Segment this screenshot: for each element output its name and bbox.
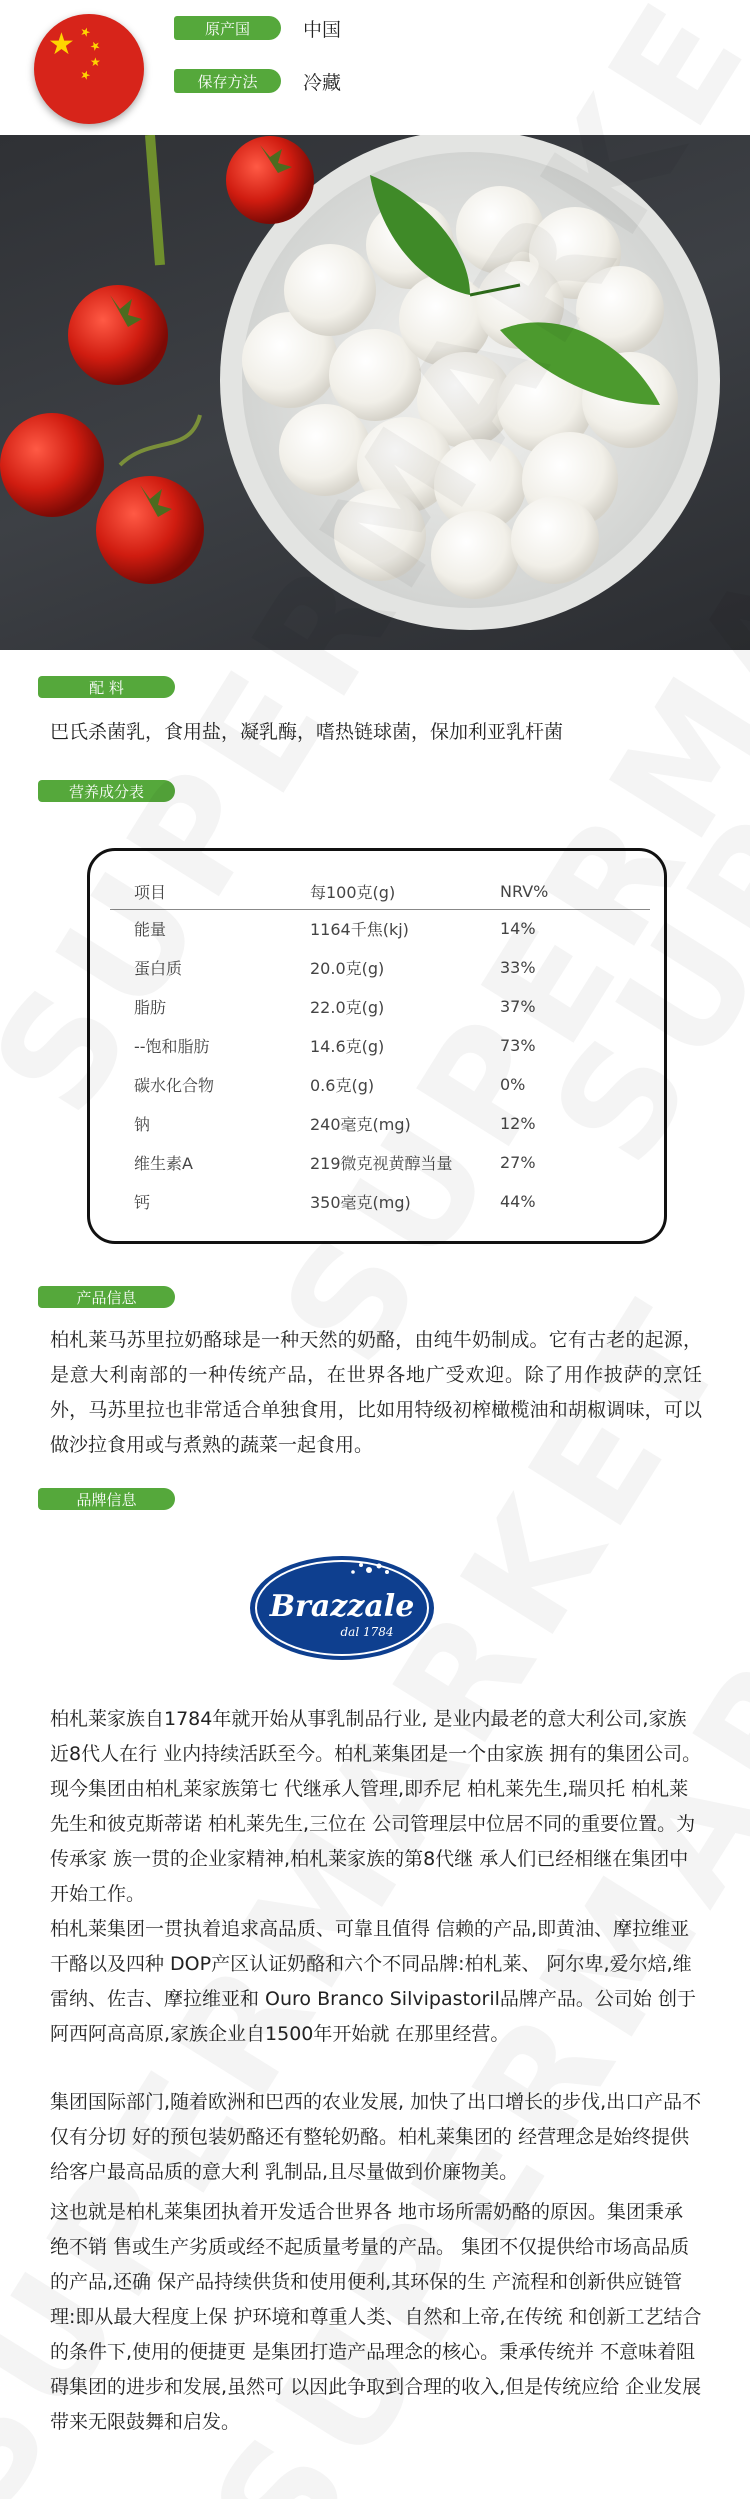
- nutrition-table: [110, 875, 650, 1221]
- nutrition-label: 营养成分表: [38, 780, 175, 802]
- row-per100: 1164千焦(kj): [310, 920, 409, 940]
- table-row: [110, 1104, 650, 1143]
- row-nrv: 12%: [500, 1114, 536, 1133]
- table-row: [110, 1182, 650, 1221]
- storage-row: [174, 66, 341, 96]
- col-header-nrv: NRV%: [500, 875, 650, 909]
- row-per100: 14.6克(g): [310, 1037, 385, 1056]
- storage-value: 冷藏: [303, 71, 342, 94]
- row-item: 蛋白质: [134, 959, 183, 978]
- brazzale-logo: [249, 1548, 435, 1664]
- product-info-text: 柏札莱马苏里拉奶酪球是一种天然的奶酪，由纯牛奶制成。它有古老的起源，是意大利南部的一种传统产品，在世界各地广受欢迎。除了用作披萨的烹饪外，马苏里拉也非常适合单独食用，比如用特级初榨橄榄油和胡椒调味，可以做沙拉食用或与煮熟的蔬菜一起食用。: [50, 1329, 702, 1456]
- col-header-item: 项目: [110, 875, 310, 909]
- row-item: 钙: [134, 1193, 151, 1212]
- row-item: 维生素A: [134, 1154, 193, 1173]
- nutrition-table-card: [87, 848, 667, 1244]
- row-nrv: 37%: [500, 997, 536, 1016]
- brand-paragraph-4: 这也就是柏札莱集团执着开发适合世界各 地市场所需奶酪的原因。集团秉承绝不销 售或生产劣质或经不起质量考量的产品。 集团不仅提供给市场高品质的产品,还确 保产品持续供货和使用便利,其环保的生 产流程和创新供应链管理:即从最大程度上保 护环境和尊重人类、自然和上帝,在传统 和创新工艺结合的条件下,使用的便捷更 是集团打造产品理念的核心。秉承传统并 不意味着阻碍集团的进步和发展,虽然可 以因此争取到合理的收入,但是传统应给 企业发展带来无限鼓舞和启发。: [50, 2201, 702, 2433]
- row-item: --饱和脂肪: [134, 1037, 210, 1056]
- product-info-label: 产品信息: [38, 1286, 175, 1308]
- row-item: 能量: [134, 920, 167, 940]
- brand-info-label: 品牌信息: [38, 1488, 175, 1510]
- storage-label: 保存方法: [174, 69, 281, 93]
- brand-paragraph-1: 柏札莱家族自1784年就开始从事乳制品行业, 是业内最老的意大利公司,家族近8代人在行 业内持续活跃至今。柏札莱集团是一个由家族 拥有的集团公司。现今集团由柏札莱家族第七 代继承人管理,即乔尼 柏札莱先生,瑞贝托 柏札莱先生和彼克斯蒂诺 柏札莱先生,三位在 公司管理层中位居不同的重要位置。为传承家 族一贯的企业家精神,柏札莱家族的第8代继 承人们已经相继在集团中开始工作。: [50, 1708, 702, 1905]
- row-per100: 20.0克(g): [310, 959, 385, 978]
- origin-label: 原产国: [174, 16, 281, 40]
- table-row: [110, 1026, 650, 1065]
- product-header: [0, 0, 750, 135]
- china-flag-icon: ★ ★ ★ ★ ★: [34, 14, 144, 124]
- table-row: [110, 1065, 650, 1104]
- row-per100: 219微克视黄醇当量: [310, 1154, 453, 1173]
- row-item: 脂肪: [134, 998, 167, 1017]
- svg-text:dal 1784: dal 1784: [340, 1625, 394, 1639]
- row-nrv: 33%: [500, 958, 536, 977]
- ingredients-label: 配 料: [38, 676, 175, 698]
- table-row: [110, 948, 650, 987]
- ingredients-text: 巴氏杀菌乳，食用盐，凝乳酶，嗜热链球菌，保加利亚乳杆菌: [50, 721, 564, 743]
- svg-text:Brazzale: Brazzale: [269, 1589, 415, 1624]
- origin-row: [174, 13, 341, 43]
- origin-value: 中国: [303, 18, 342, 41]
- table-row: [110, 987, 650, 1026]
- brand-paragraph-2: 柏札莱集团一贯执着追求高品质、可靠且值得 信赖的产品,即黄油、摩拉维亚干酪以及四种 DOP产区认证奶酪和六个不同品牌:柏札莱、 阿尔卑,爱尔焙,维雷纳、佐吉、摩拉维亚和 Ouro Branco Silvipastoril品牌产品。公司始 创于阿西阿高高原,家族企业自1500年开始就 在那里经营。: [50, 1918, 696, 2045]
- table-row: [110, 909, 650, 948]
- row-per100: 240毫克(mg): [310, 1115, 411, 1134]
- brand-paragraph-3: 集团国际部门,随着欧洲和巴西的农业发展, 加快了出口增长的步伐,出口产品不仅有分切 好的预包装奶酪还有整轮奶酪。柏札莱集团的 经营理念是始终提供给客户最高品质的意大利 乳制品,且尽量做到价廉物美。: [50, 2091, 702, 2183]
- row-nrv: 0%: [500, 1075, 526, 1094]
- col-header-per100: 每100克(g): [310, 875, 500, 909]
- row-item: 钠: [134, 1115, 151, 1134]
- mozzarella-product-photo: [0, 135, 750, 650]
- table-header-row: [110, 875, 650, 909]
- row-nrv: 44%: [500, 1192, 536, 1211]
- row-per100: 350毫克(mg): [310, 1193, 411, 1212]
- row-per100: 0.6克(g): [310, 1076, 375, 1095]
- table-row: [110, 1143, 650, 1182]
- row-item: 碳水化合物: [134, 1076, 215, 1095]
- row-per100: 22.0克(g): [310, 998, 385, 1017]
- row-nrv: 73%: [500, 1036, 536, 1055]
- row-nrv: 27%: [500, 1153, 536, 1172]
- row-nrv: 14%: [500, 919, 536, 939]
